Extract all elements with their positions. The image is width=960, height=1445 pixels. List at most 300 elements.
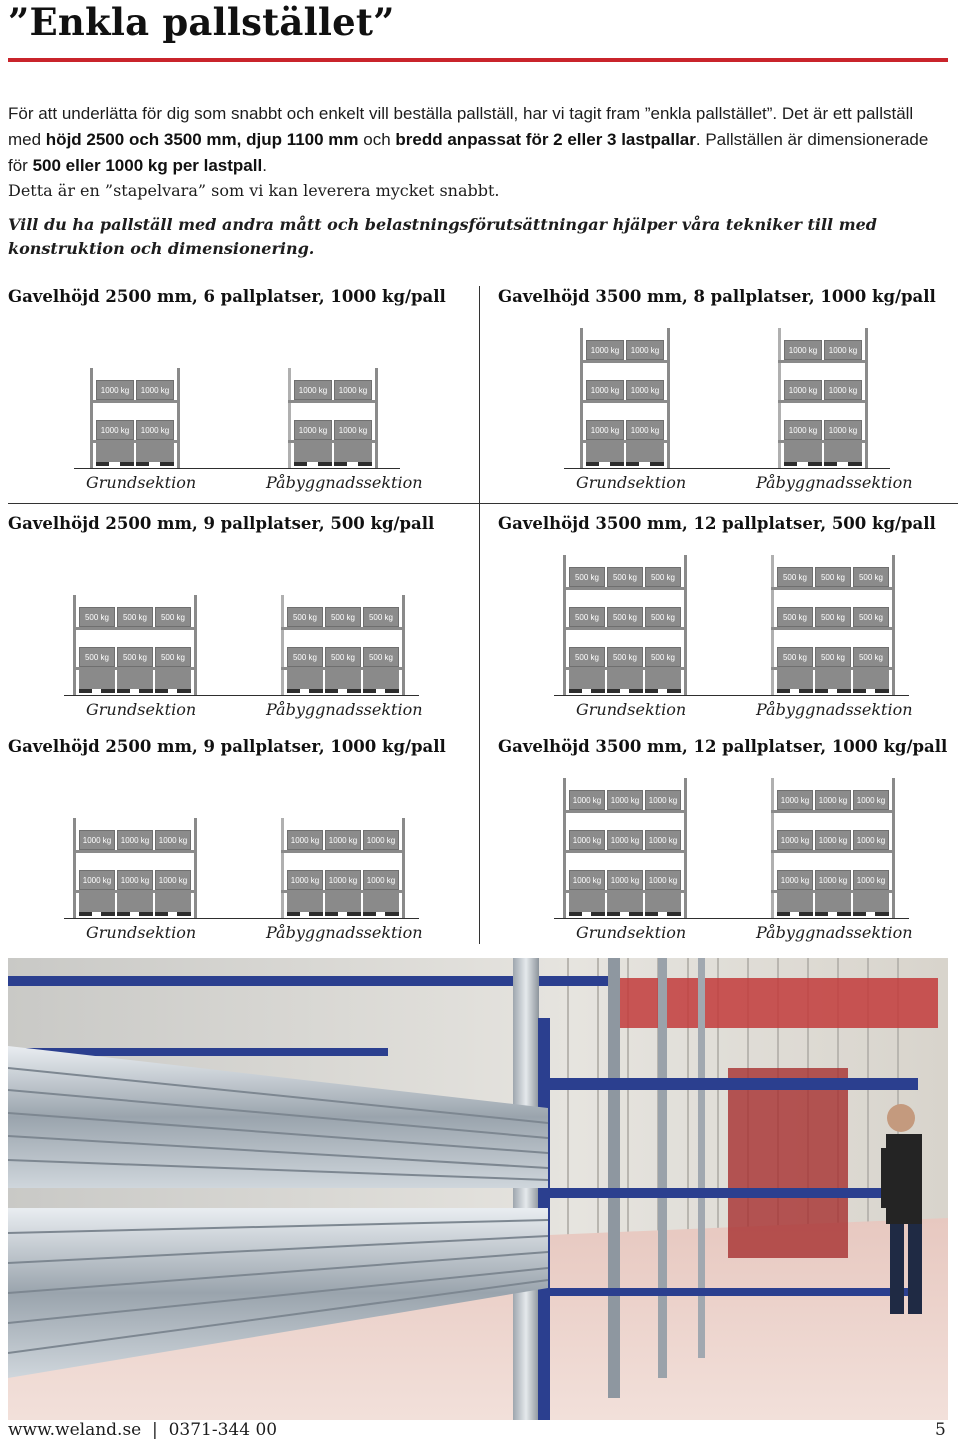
rack-post (892, 555, 895, 695)
load-pallet (117, 870, 153, 890)
rack-post (194, 595, 197, 695)
floor-pallet (117, 667, 153, 689)
rack-post (281, 818, 284, 918)
rack-beam (288, 400, 378, 403)
load-pallet (777, 567, 813, 587)
floor-pallet (815, 890, 851, 912)
rack-post (281, 595, 284, 695)
pallet-skid (815, 912, 828, 916)
pallet-skid (837, 689, 851, 693)
load-pallet (117, 647, 153, 667)
pallet-load-label: 500 kg (368, 612, 394, 622)
load-pallet (607, 830, 643, 850)
load-pallet (645, 647, 681, 667)
base-section-rack (73, 595, 197, 695)
pallet-load-label: 500 kg (574, 612, 600, 622)
load-pallet (607, 567, 643, 587)
section-title-1: Gavelhöjd 2500 mm, 6 pallplatser, 1000 kg/pall (8, 287, 446, 306)
pallet-load-label: 1000 kg (818, 795, 848, 805)
floor-pallet (569, 890, 605, 912)
pallet-load-label: 1000 kg (828, 425, 858, 435)
pallet-load-label: 500 kg (160, 652, 186, 662)
load-pallet (117, 607, 153, 627)
pallet-skid (799, 689, 813, 693)
pallet-skid (777, 689, 790, 693)
rack-post (892, 778, 895, 918)
floor-pallet (79, 890, 115, 912)
load-pallet (155, 870, 191, 890)
floor-pallet (784, 440, 822, 462)
floor-pallet (645, 667, 681, 689)
pallet-load-label: 1000 kg (158, 875, 188, 885)
pallet-load-label: 1000 kg (572, 795, 602, 805)
base-section-label: Grundsektion (86, 700, 197, 719)
extension-section-label: Påbyggnadssektion (266, 700, 423, 719)
pallet-load-label: 1000 kg (366, 875, 396, 885)
pallet-load-label: 1000 kg (120, 835, 150, 845)
rack-beam (778, 400, 868, 403)
extension-section-label: Påbyggnadssektion (266, 923, 423, 942)
rack-post (288, 368, 291, 468)
load-pallet (363, 647, 399, 667)
load-pallet (79, 647, 115, 667)
pallet-load-label: 1000 kg (648, 835, 678, 845)
pallet-load-label: 1000 kg (856, 835, 886, 845)
load-pallet (287, 607, 323, 627)
load-pallet (325, 870, 361, 890)
pallet-skid (569, 912, 582, 916)
pallet-load-label: 1000 kg (630, 425, 660, 435)
floor-line (64, 695, 419, 696)
load-pallet (363, 870, 399, 890)
pallet-load-label: 1000 kg (630, 385, 660, 395)
load-pallet (824, 380, 862, 400)
pallet-load-label: 1000 kg (140, 385, 170, 395)
floor-pallet (334, 440, 372, 462)
load-pallet (586, 340, 624, 360)
pallet-skid (120, 462, 134, 466)
load-pallet (853, 607, 889, 627)
extension-section-rack (281, 818, 405, 918)
pallet-load-label: 1000 kg (818, 875, 848, 885)
pallet-load-label: 500 kg (292, 652, 318, 662)
pallet-skid (777, 912, 790, 916)
pallet-skid (569, 689, 582, 693)
warehouse-photo-illustration (8, 958, 948, 1420)
title-rule (8, 58, 948, 62)
pallet-load-label: 1000 kg (828, 385, 858, 395)
load-pallet (777, 647, 813, 667)
pallet-skid (136, 462, 149, 466)
pallet-skid (101, 912, 115, 916)
intro-paragraph (8, 101, 948, 179)
footer-contact: www.weland.se | 0371-344 00 (8, 1420, 278, 1440)
load-pallet (815, 830, 851, 850)
pallet-skid (160, 462, 174, 466)
pallet-skid (347, 689, 361, 693)
pallet-load-label: 1000 kg (328, 835, 358, 845)
load-pallet (853, 647, 889, 667)
pallet-load-label: 1000 kg (140, 425, 170, 435)
floor-pallet (777, 890, 813, 912)
floor-pallet (607, 667, 643, 689)
floor-line (564, 468, 890, 469)
pallet-skid (325, 912, 338, 916)
load-pallet (645, 790, 681, 810)
pallet-skid (645, 912, 658, 916)
pallet-load-label: 500 kg (782, 572, 808, 582)
pallet-skid (667, 912, 681, 916)
pallet-load-label: 1000 kg (158, 835, 188, 845)
section-title-2: Gavelhöjd 3500 mm, 8 pallplatser, 1000 kg/pall (498, 287, 936, 306)
rack-beam (778, 360, 868, 363)
floor-pallet (645, 890, 681, 912)
pallet-load-label: 500 kg (650, 572, 676, 582)
pallet-skid (607, 912, 620, 916)
load-pallet (607, 870, 643, 890)
pallet-skid (815, 689, 828, 693)
pallet-load-label: 500 kg (368, 652, 394, 662)
load-pallet (569, 567, 605, 587)
load-pallet (79, 830, 115, 850)
load-pallet (117, 830, 153, 850)
floor-line (554, 918, 909, 919)
pallet-load-label: 1000 kg (590, 425, 620, 435)
pallet-load-label: 1000 kg (648, 795, 678, 805)
base-section-rack (90, 368, 180, 468)
pallet-load-label: 1000 kg (290, 835, 320, 845)
rack-post (865, 328, 868, 468)
pallet-skid (591, 912, 605, 916)
load-pallet (325, 607, 361, 627)
load-pallet (824, 340, 862, 360)
pallet-skid (586, 462, 599, 466)
intro-text-4: . (262, 156, 267, 175)
pallet-load-label: 500 kg (574, 572, 600, 582)
pallet-load-label: 500 kg (292, 612, 318, 622)
load-pallet (645, 607, 681, 627)
pallet-load-label: 1000 kg (298, 385, 328, 395)
floor-pallet (155, 667, 191, 689)
load-pallet (155, 830, 191, 850)
section-title-6: Gavelhöjd 3500 mm, 12 pallplatser, 1000 kg/pall (498, 737, 948, 756)
pallet-skid (607, 689, 620, 693)
pallet-skid (385, 689, 399, 693)
pallet-skid (177, 912, 191, 916)
rack-beam (281, 850, 405, 853)
floor-pallet (96, 440, 134, 462)
load-pallet (607, 790, 643, 810)
pallet-load-label: 1000 kg (610, 875, 640, 885)
load-pallet (569, 830, 605, 850)
rack-post (563, 778, 566, 918)
pallet-load-label: 500 kg (820, 652, 846, 662)
floor-pallet (626, 440, 664, 462)
pallet-load-label: 1000 kg (630, 345, 660, 355)
pallet-load-label: 1000 kg (338, 425, 368, 435)
pallet-load-label: 1000 kg (780, 875, 810, 885)
floor-line (554, 695, 909, 696)
base-section-label: Grundsektion (576, 700, 687, 719)
load-pallet (815, 790, 851, 810)
extension-section-rack (778, 328, 868, 468)
pallet-load-label: 1000 kg (856, 795, 886, 805)
floor-pallet (117, 890, 153, 912)
load-pallet (853, 790, 889, 810)
load-pallet (777, 830, 813, 850)
rack-beam (580, 400, 670, 403)
load-pallet (586, 420, 624, 440)
pallet-load-label: 500 kg (330, 652, 356, 662)
pallet-load-label: 1000 kg (366, 835, 396, 845)
pallet-load-label: 1000 kg (828, 345, 858, 355)
pallet-load-label: 1000 kg (298, 425, 328, 435)
pallet-load-label: 500 kg (820, 572, 846, 582)
pallet-skid (287, 912, 300, 916)
pallet-skid (358, 462, 372, 466)
rack-post (667, 328, 670, 468)
floor-pallet (777, 667, 813, 689)
pallet-load-label: 500 kg (612, 652, 638, 662)
rack-beam (563, 627, 687, 630)
pallet-load-label: 1000 kg (100, 425, 130, 435)
pallet-skid (117, 912, 130, 916)
base-section-rack (73, 818, 197, 918)
intro-bold-dimensions: höjd 2500 och 3500 mm, djup 1100 mm (45, 130, 359, 149)
pallet-load-label: 1000 kg (610, 795, 640, 805)
floor-pallet (325, 667, 361, 689)
rack-post (177, 368, 180, 468)
rack-beam (771, 810, 895, 813)
custom-rack-paragraph: Vill du ha pallställ med andra mått och belastningsförutsättningar hjälper våra tekniker till med konstruktion och dimensionering. (8, 215, 877, 258)
load-pallet (815, 607, 851, 627)
pallet-load-label: 1000 kg (572, 875, 602, 885)
pallet-load-label: 500 kg (782, 612, 808, 622)
load-pallet (96, 380, 134, 400)
section-title-3: Gavelhöjd 2500 mm, 9 pallplatser, 500 kg/pall (8, 514, 435, 533)
pallet-load-label: 1000 kg (100, 385, 130, 395)
load-pallet (136, 380, 174, 400)
pallet-skid (139, 689, 153, 693)
section-title-4: Gavelhöjd 3500 mm, 12 pallplatser, 500 kg/pall (498, 514, 936, 533)
pallet-skid (79, 689, 92, 693)
base-section-label: Grundsektion (86, 473, 197, 492)
rack-post (771, 778, 774, 918)
pallet-skid (287, 689, 300, 693)
load-pallet (294, 420, 332, 440)
pallet-skid (824, 462, 837, 466)
load-pallet (626, 380, 664, 400)
pallet-skid (610, 462, 624, 466)
extension-section-rack (771, 778, 895, 918)
load-pallet (294, 380, 332, 400)
load-pallet (853, 830, 889, 850)
pallet-load-label: 1000 kg (290, 875, 320, 885)
pallet-load-label: 500 kg (782, 652, 808, 662)
load-pallet (363, 607, 399, 627)
intro-text-3: . Pallställen är dimensionerade för (8, 130, 929, 175)
base-section-rack (563, 555, 687, 695)
page-title: ”Enkla pallstället” (8, 0, 395, 44)
rack-post (194, 818, 197, 918)
load-pallet (287, 870, 323, 890)
extension-section-rack (288, 368, 378, 468)
load-pallet (96, 420, 134, 440)
pallet-skid (139, 912, 153, 916)
pallet-skid (96, 462, 109, 466)
pallet-skid (626, 462, 639, 466)
load-pallet (815, 870, 851, 890)
load-pallet (586, 380, 624, 400)
pallet-skid (875, 689, 889, 693)
pallet-load-label: 1000 kg (572, 835, 602, 845)
pallet-load-label: 1000 kg (818, 835, 848, 845)
pallet-skid (645, 689, 658, 693)
pallet-skid (591, 689, 605, 693)
rack-beam (580, 360, 670, 363)
rack-beam (90, 400, 180, 403)
floor-line (64, 918, 419, 919)
load-pallet (325, 647, 361, 667)
rack-beam (563, 810, 687, 813)
pallet-skid (784, 462, 797, 466)
pallet-skid (363, 912, 376, 916)
pallet-load-label: 1000 kg (780, 795, 810, 805)
extension-section-rack (771, 555, 895, 695)
pallet-load-label: 500 kg (84, 652, 110, 662)
base-section-label: Grundsektion (576, 473, 687, 492)
pallet-load-label: 500 kg (574, 652, 600, 662)
pallet-load-label: 1000 kg (788, 385, 818, 395)
pallet-load-label: 500 kg (612, 612, 638, 622)
pallet-load-label: 500 kg (84, 612, 110, 622)
base-section-label: Grundsektion (576, 923, 687, 942)
load-pallet (784, 420, 822, 440)
floor-line (74, 468, 400, 469)
load-pallet (645, 870, 681, 890)
pallet-skid (318, 462, 332, 466)
pallet-load-label: 1000 kg (82, 875, 112, 885)
pallet-load-label: 1000 kg (82, 835, 112, 845)
load-pallet (569, 870, 605, 890)
stock-item-paragraph: Detta är en ”stapelvara” som vi kan leverera mycket snabbt. (8, 181, 500, 200)
extension-section-label: Påbyggnadssektion (756, 923, 913, 942)
extension-section-label: Påbyggnadssektion (756, 700, 913, 719)
pallet-load-label: 500 kg (858, 612, 884, 622)
load-pallet (784, 380, 822, 400)
pallet-skid (853, 912, 866, 916)
intro-bold-width: bredd anpassat för 2 eller 3 lastpallar (395, 130, 696, 149)
load-pallet (777, 790, 813, 810)
floor-pallet (607, 890, 643, 912)
rack-post (90, 368, 93, 468)
pallet-skid (853, 689, 866, 693)
base-section-label: Grundsektion (86, 923, 197, 942)
load-pallet (777, 870, 813, 890)
load-pallet (334, 420, 372, 440)
load-pallet (645, 830, 681, 850)
pallet-load-label: 500 kg (650, 652, 676, 662)
load-pallet (569, 790, 605, 810)
pallet-skid (347, 912, 361, 916)
section-title-5: Gavelhöjd 2500 mm, 9 pallplatser, 1000 kg/pall (8, 737, 446, 756)
pallet-skid (385, 912, 399, 916)
pallet-load-label: 500 kg (330, 612, 356, 622)
rack-post (771, 555, 774, 695)
load-pallet (155, 607, 191, 627)
page-number: 5 (935, 1420, 946, 1440)
load-pallet (287, 830, 323, 850)
load-pallet (79, 870, 115, 890)
load-pallet (607, 607, 643, 627)
pallet-skid (294, 462, 307, 466)
floor-pallet (853, 890, 889, 912)
rack-beam (771, 627, 895, 630)
load-pallet (136, 420, 174, 440)
load-pallet (853, 870, 889, 890)
floor-pallet (287, 890, 323, 912)
load-pallet (155, 647, 191, 667)
load-pallet (626, 420, 664, 440)
pallet-load-label: 500 kg (858, 572, 884, 582)
pallet-skid (325, 689, 338, 693)
pallet-skid (155, 912, 168, 916)
rack-beam (73, 850, 197, 853)
load-pallet (569, 647, 605, 667)
rack-post (580, 328, 583, 468)
load-pallet (777, 607, 813, 627)
pallet-load-label: 1000 kg (788, 425, 818, 435)
load-pallet (287, 647, 323, 667)
pallet-skid (309, 912, 323, 916)
pallet-load-label: 500 kg (858, 652, 884, 662)
rack-post (684, 555, 687, 695)
rack-beam (563, 850, 687, 853)
rack-beam (771, 850, 895, 853)
floor-pallet (824, 440, 862, 462)
intro-bold-load: 500 eller 1000 kg per lastpall (32, 156, 263, 175)
load-pallet (815, 567, 851, 587)
intro-text-2: och (358, 130, 396, 149)
load-pallet (645, 567, 681, 587)
base-section-rack (563, 778, 687, 918)
rack-beam (771, 587, 895, 590)
rack-post (778, 328, 781, 468)
extension-section-rack (281, 595, 405, 695)
floor-pallet (363, 667, 399, 689)
pallet-skid (309, 689, 323, 693)
load-pallet (334, 380, 372, 400)
load-pallet (79, 607, 115, 627)
load-pallet (607, 647, 643, 667)
load-pallet (815, 647, 851, 667)
load-pallet (363, 830, 399, 850)
pallet-skid (155, 689, 168, 693)
pallet-skid (667, 689, 681, 693)
pallet-skid (177, 689, 191, 693)
load-pallet (569, 607, 605, 627)
pallet-load-label: 1000 kg (648, 875, 678, 885)
floor-pallet (363, 890, 399, 912)
pallet-skid (629, 912, 643, 916)
rack-post (73, 818, 76, 918)
warehouse-photo (8, 958, 948, 1420)
pallet-load-label: 1000 kg (590, 345, 620, 355)
pallet-load-label: 1000 kg (610, 835, 640, 845)
load-pallet (853, 567, 889, 587)
pallet-load-label: 500 kg (160, 612, 186, 622)
floor-pallet (569, 667, 605, 689)
